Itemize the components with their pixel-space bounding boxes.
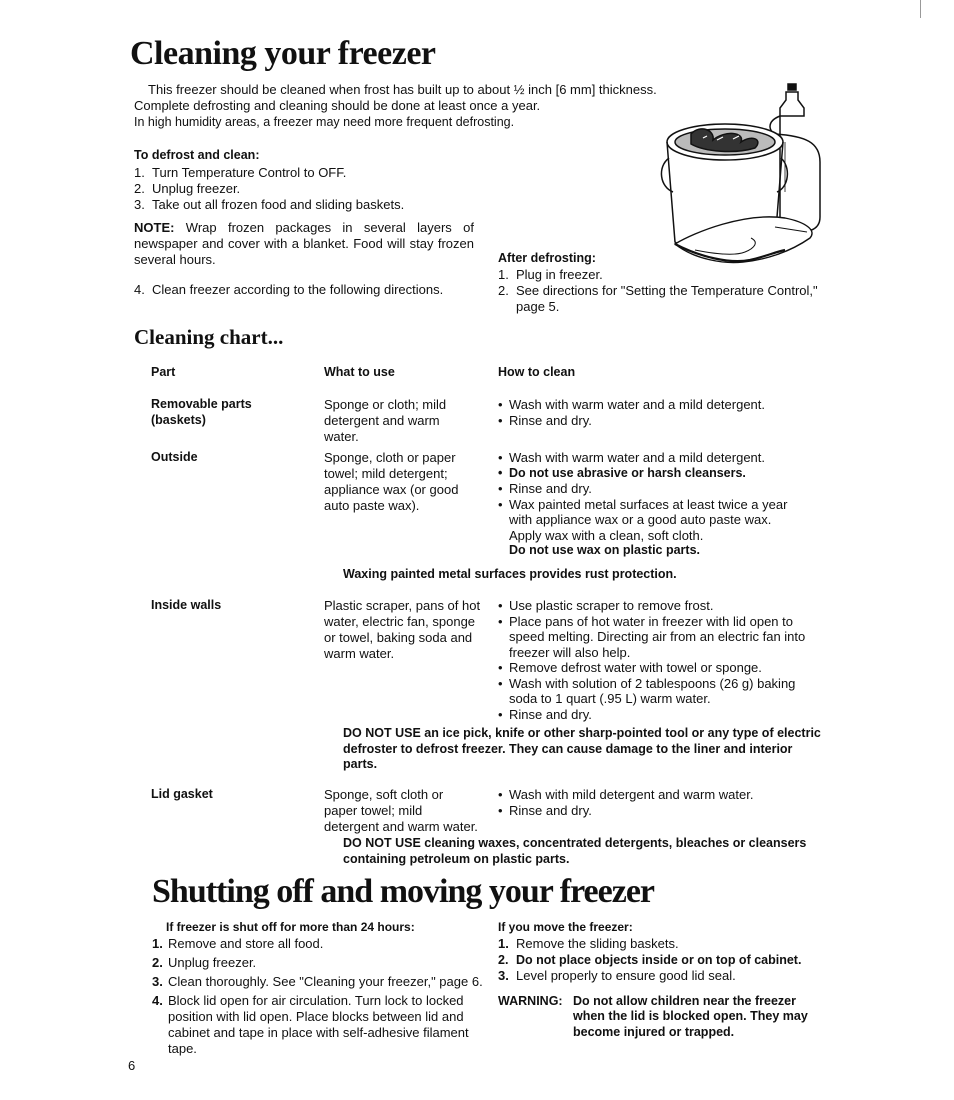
how-cell — [498, 787, 818, 818]
list-item — [498, 952, 830, 968]
part-cell: Lid gasket — [151, 787, 213, 801]
list-item — [498, 267, 828, 283]
step-text: Clean thoroughly. See "Cleaning your freezer," page 6. — [168, 973, 483, 989]
shut-off-section — [152, 920, 486, 1060]
column-header-what: What to use — [324, 365, 395, 379]
what-cell: Sponge or cloth; mild detergent and warm water. — [324, 397, 447, 444]
after-steps — [498, 267, 828, 315]
after-title: After defrosting: — [498, 251, 596, 265]
intro-text — [134, 82, 724, 130]
move-steps — [498, 936, 830, 984]
move-title: If you move the freezer: — [498, 920, 633, 934]
step-text: Unplug freezer. — [168, 954, 257, 970]
list-item: • Wash with warm water and a mild detergent. — [498, 397, 818, 413]
what-cell: Plastic scraper, pans of hot water, electric fan, sponge or towel, baking soda and warm water. — [324, 598, 481, 661]
warning-label: WARNING: — [498, 993, 563, 1008]
step-number: 4. — [134, 281, 145, 297]
defrost-steps — [134, 165, 474, 213]
chart-title: Cleaning chart... — [134, 325, 284, 349]
defrost-title: To defrost and clean: — [134, 148, 260, 162]
list-item: • Rinse and dry. — [498, 803, 818, 819]
list-item — [498, 283, 828, 315]
step-text: Clean freezer according to the following directions. — [152, 281, 444, 297]
how-cell — [498, 450, 798, 559]
intro-line-1: This freezer should be cleaned when frost has built up to about ½ inch [6 mm] thickness. — [148, 82, 657, 97]
section-title: Shutting off and moving your freezer — [152, 873, 655, 910]
part-cell: Outside — [151, 450, 198, 464]
shut-off-title: If freezer is shut off for more than 24 hours: — [166, 920, 415, 934]
intro-line-2: Complete defrosting and cleaning should be done at least once a year. — [134, 98, 541, 113]
list-item: • Wash with solution of 2 tablespoons (26 g) baking soda to 1 quart (.95 L) warm water. — [498, 676, 808, 707]
list-item — [152, 974, 486, 990]
bucket-illustration — [655, 82, 825, 272]
what-cell: Sponge, cloth or paper towel; mild detergent; appliance wax (or good auto paste wax). — [324, 450, 459, 513]
note-paragraph — [134, 220, 474, 268]
list-item: • Wax painted metal surfaces at least twice a year with appliance wax or a good auto paste wax. Apply wax with a clean, soft cloth. — [498, 497, 798, 544]
waxes-warning: DO NOT USE cleaning waxes, concentrated detergents, bleaches or cleansers containing petroleum on plastic parts. — [343, 836, 807, 866]
step-number: 2. — [134, 180, 145, 196]
page-title: Cleaning your freezer — [130, 35, 436, 72]
warning-text: Do not allow children near the freezer when the lid is blocked open. They may become injured or trapped. — [573, 993, 808, 1039]
column-header-how: How to clean — [498, 365, 576, 379]
defrost-section — [134, 148, 474, 298]
list-item: • Wash with mild detergent and warm water. — [498, 787, 818, 803]
shut-off-steps — [152, 936, 486, 1057]
step-text: Remove the sliding baskets. — [516, 935, 679, 951]
what-cell: Sponge, soft cloth or paper towel; mild detergent and warm water. — [324, 787, 478, 834]
step-number: 1. — [498, 266, 509, 282]
icepick-warning: DO NOT USE an ice pick, knife or other sharp-pointed tool or any type of electric defroster to defrost freezer. They can cause damage to the liner and interior parts. — [343, 726, 821, 771]
how-cell — [498, 397, 818, 428]
step-text: Level properly to ensure good lid seal. — [516, 967, 736, 983]
note-label: NOTE: — [134, 219, 175, 235]
page-edge-mark — [920, 0, 921, 18]
part-cell: Removable parts (baskets) — [151, 397, 252, 427]
step-number: 3. — [152, 973, 163, 989]
step-number: 1. — [152, 935, 163, 951]
step-text: See directions for "Setting the Temperature Control," page 5. — [516, 282, 818, 314]
step-number: 3. — [498, 967, 509, 983]
how-cell — [498, 598, 808, 722]
step-text: Take out all frozen food and sliding baskets. — [152, 196, 405, 212]
note-text: Wrap frozen packages in several layers of newspaper and cover with a blanket. Food will stay frozen several hours. — [134, 219, 474, 267]
step-text: Unplug freezer. — [152, 180, 241, 196]
wax-notice: Waxing painted metal surfaces provides rust protection. — [343, 567, 677, 581]
step-number: 2. — [498, 952, 509, 967]
step-number: 3. — [134, 196, 145, 212]
list-item — [134, 165, 474, 181]
list-item: • Do not use abrasive or harsh cleansers. — [498, 466, 798, 482]
step-number: 1. — [498, 935, 509, 951]
step-number: 4. — [152, 992, 163, 1008]
list-item — [498, 936, 830, 952]
list-item: • Wash with warm water and a mild detergent. — [498, 450, 798, 466]
list-item: • Rinse and dry. — [498, 481, 798, 497]
step-number: 2. — [498, 282, 509, 298]
list-item — [134, 181, 474, 197]
list-item: • Rinse and dry. — [498, 707, 808, 723]
defrost-step-4 — [134, 282, 474, 298]
step-text: Remove and store all food. — [168, 935, 324, 951]
after-defrost-section — [498, 251, 828, 315]
column-header-part: Part — [151, 365, 176, 379]
step-text: Block lid open for air circulation. Turn lock to locked position with lid open. Place blocks between lid and cabinet and tape in place with self-adhesive filament tape. — [168, 992, 469, 1056]
step-text: Turn Temperature Control to OFF. — [152, 164, 347, 180]
part-cell: Inside walls — [151, 598, 222, 612]
page-number: 6 — [128, 1058, 136, 1073]
list-item — [152, 955, 486, 971]
list-item — [134, 282, 474, 298]
step-number: 1. — [134, 164, 145, 180]
step-text: Plug in freezer. — [516, 266, 603, 282]
step-number: 2. — [152, 954, 163, 970]
list-item — [498, 968, 830, 984]
list-item: • Remove defrost water with towel or sponge. — [498, 660, 808, 676]
list-item: • Place pans of hot water in freezer with lid open to speed melting. Directing air from an electric fan into freezer will also help. — [498, 614, 808, 661]
list-item: • Rinse and dry. — [498, 413, 818, 429]
intro-line-3: In high humidity areas, a freezer may need more frequent defrosting. — [134, 115, 515, 129]
step-text: Do not place objects inside or on top of cabinet. — [516, 952, 802, 967]
list-item-continuation: Do not use wax on plastic parts. — [509, 543, 701, 557]
move-warning — [498, 994, 830, 1041]
list-item — [152, 936, 486, 952]
move-section — [498, 920, 830, 1040]
list-item — [134, 197, 474, 213]
list-item: • Use plastic scraper to remove frost. — [498, 598, 808, 614]
list-item — [152, 993, 486, 1057]
